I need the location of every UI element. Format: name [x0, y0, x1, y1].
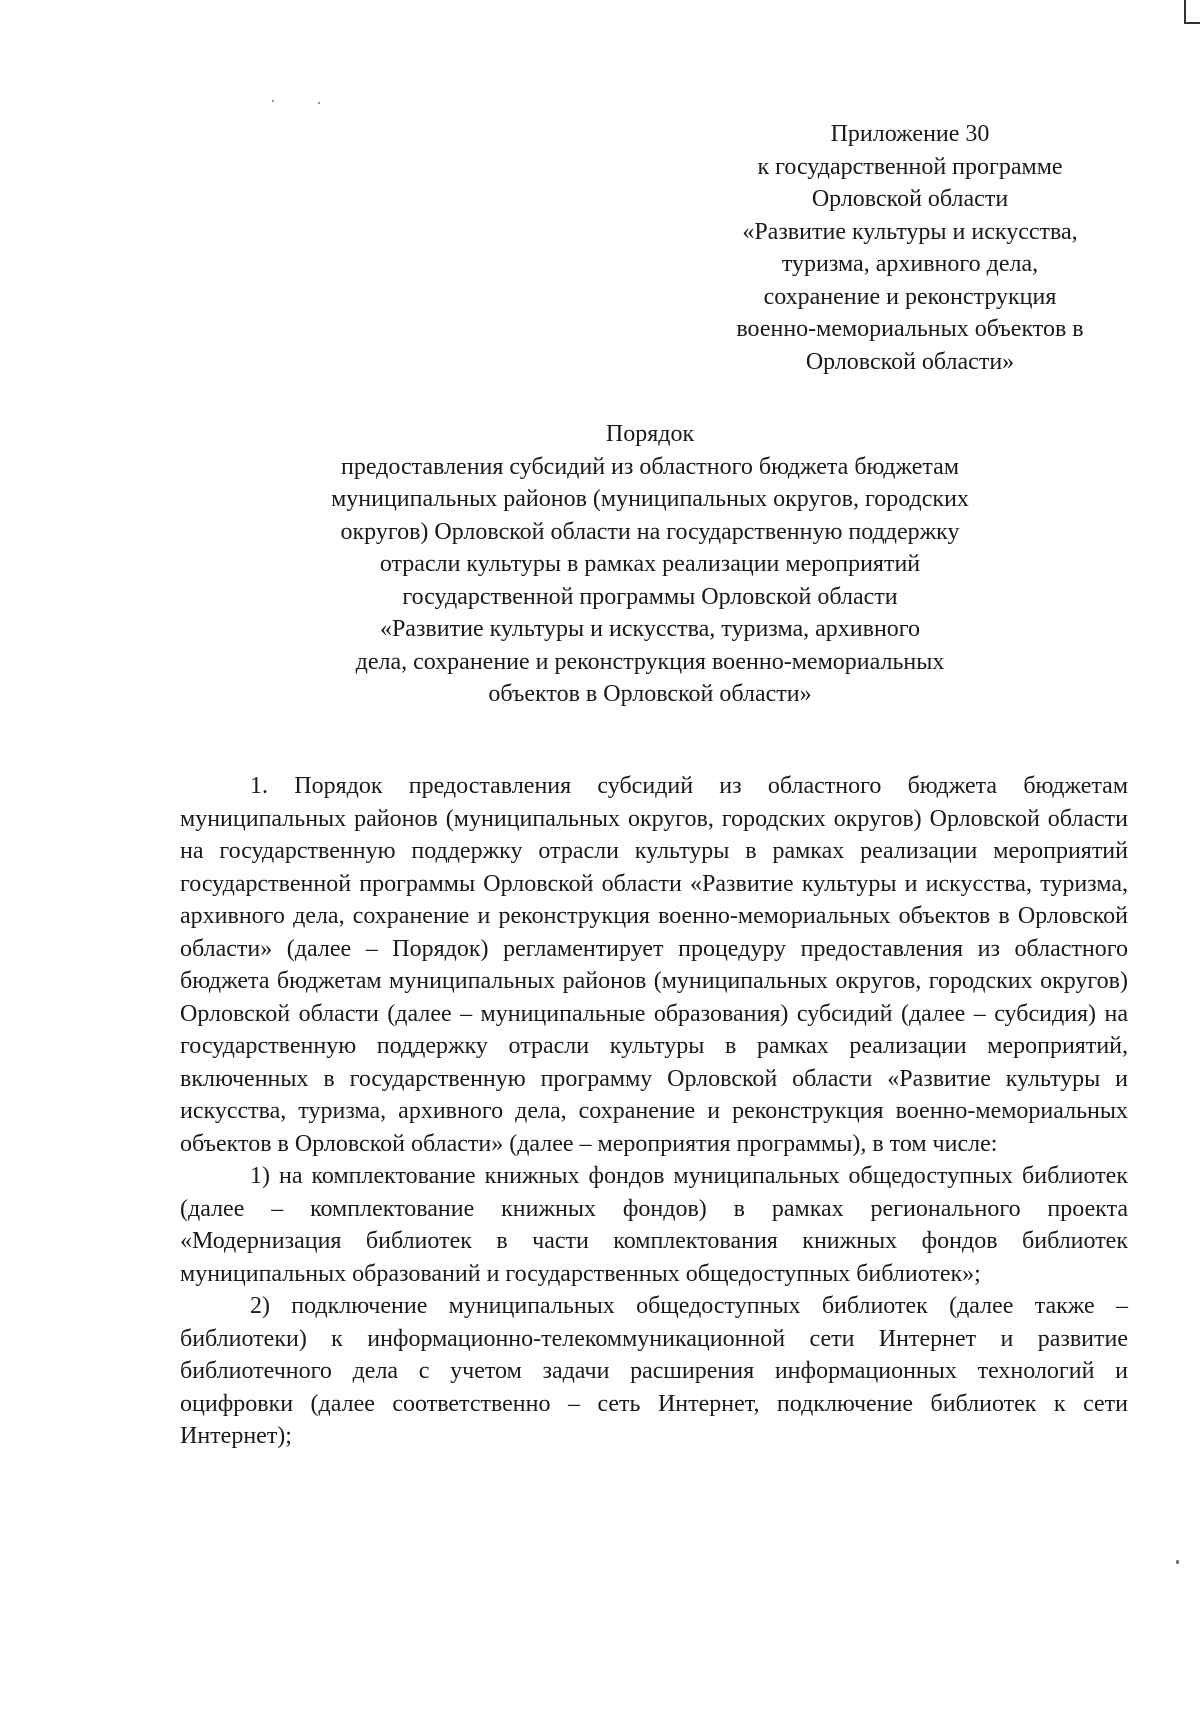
body-paragraph: 1. Порядок предоставления субсидий из областного бюджета бюджетам муниципальных районов (муниципальных округов, городских округов) Орловской области на государственную поддержку отрасли культуры в рамках реализации мероприятий государственной программы Орловской области «Развитие культуры и искусства, туризма, архивного дела, сохранение и реконструкция военно-мемориальных объектов в Орловской области» (далее – Порядок) регламентирует процедуру предоставления из областного бюджета бюджетам муниципальных районов (муниципальных округов, городских округов) Орловской области (далее – муниципальные образования) субсидий (далее – субсидия) на государственную поддержку отрасли культуры в рамках реализации мероприятий, включенных в государственную программу Орловской области «Развитие культуры и искусства, туризма, архивного дела, сохранение и реконструкция военно-мемориальных объектов в Орловской области» (далее – мероприятия программы), в том числе: [180, 773, 1128, 1157]
scan-edge-mark [1184, 0, 1200, 24]
appendix-line: Приложение 30 [830, 121, 990, 147]
title-line: государственной программы Орловской области [402, 583, 898, 610]
title-line: отрасли культуры в рамках реализации мероприятий [379, 551, 921, 577]
scan-speck [272, 100, 274, 102]
appendix-line: Орловской области» [805, 348, 1015, 375]
scan-speck [318, 102, 320, 104]
title-line: объектов в Орловской области» [488, 681, 812, 707]
body-paragraph: 2) подключение муниципальных общедоступных библиотек (далее также – библиотеки) к информационно-телекоммуникационной сети Интернет и развитие библиотечного дела с учетом задачи расширения информационных технологий и оцифровки (далее соответственно – сеть Интернет, подключение библиотек к сети Интернет); [180, 1293, 1128, 1449]
body-paragraph: 1) на комплектование книжных фондов муниципальных общедоступных библиотек (далее – комплектование книжных фондов) в рамках регионального проекта «Модернизация библиотек в части комплектования книжных фондов библиотек муниципальных образований и государственных общедоступных библиотек»; [180, 1163, 1128, 1287]
scan-speck [1176, 1560, 1179, 1564]
title-line: Порядок [605, 421, 695, 447]
title-line: муниципальных районов (муниципальных округов, городских [331, 486, 969, 512]
appendix-line: «Развитие культуры и искусства, [742, 218, 1078, 245]
title-line: «Развитие культуры и искусства, туризма, архивного [379, 616, 921, 642]
appendix-line: Орловской области [811, 186, 1009, 212]
appendix-line: туризма, архивного дела, [781, 251, 1039, 277]
appendix-line: военно-мемориальных объектов в [736, 316, 1084, 342]
title-line: предоставления субсидий из областного бюджета бюджетам [340, 453, 960, 480]
document-body [180, 770, 1128, 1453]
title-line: дела, сохранение и реконструкция военно-мемориальных [355, 648, 945, 675]
appendix-line: сохранение и реконструкция [763, 283, 1057, 310]
document-title [200, 418, 1100, 711]
title-line: округов) Орловской области на государственную поддержку [340, 518, 960, 545]
appendix-line: к государственной программе [757, 153, 1063, 180]
appendix-header [680, 118, 1140, 378]
